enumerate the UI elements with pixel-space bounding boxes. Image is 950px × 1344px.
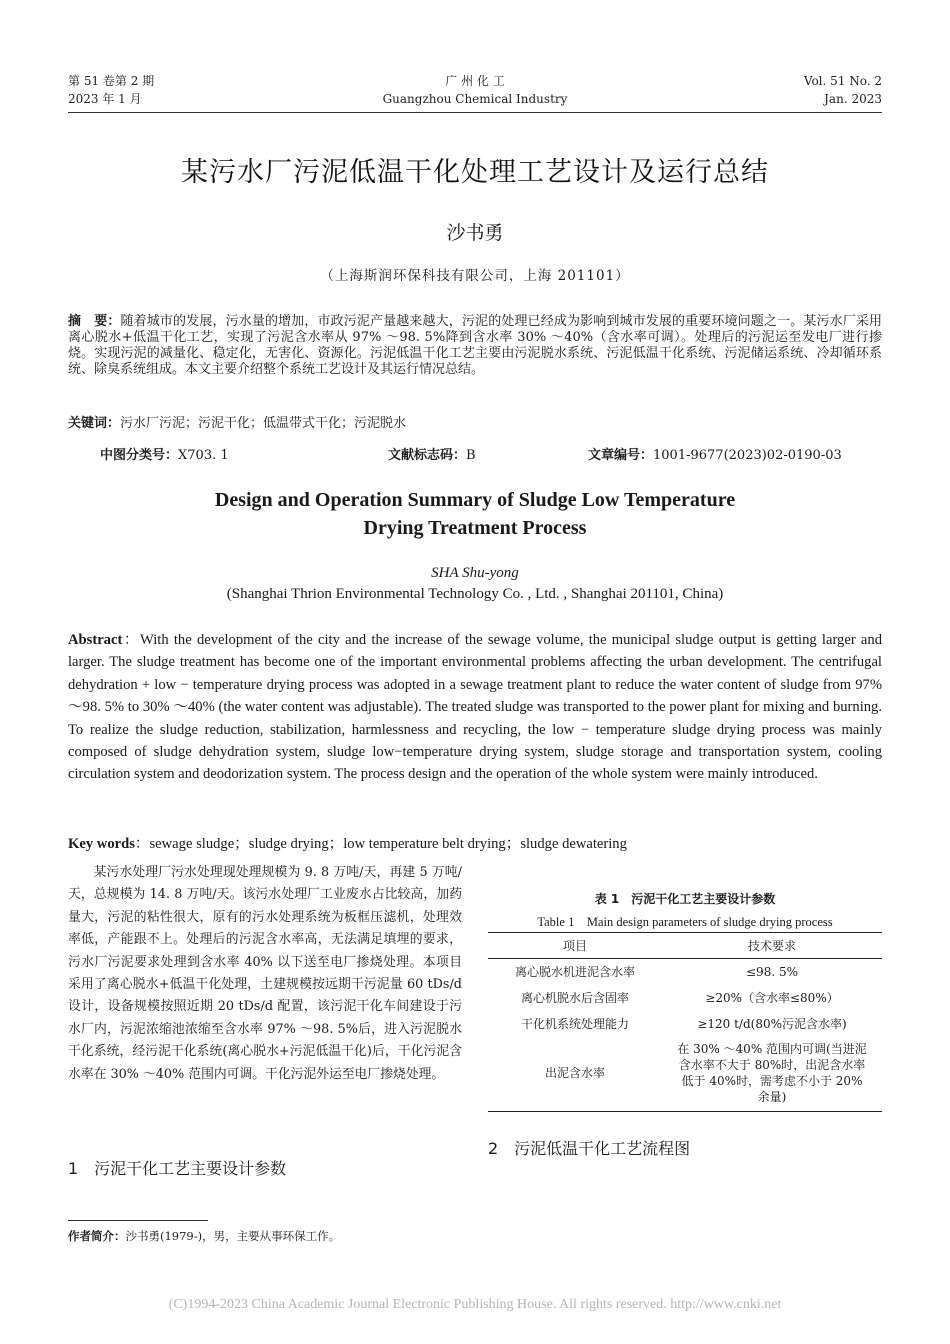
table-row xyxy=(488,985,882,1011)
keywords-en-label: Key words xyxy=(68,836,135,852)
paper-title-en-line1: Design and Operation Summary of Sludge Low Temperature xyxy=(214,489,736,511)
author-cn: 沙书勇 xyxy=(446,222,504,244)
footnote-label: 作者简介： xyxy=(68,1229,126,1243)
keywords-cn xyxy=(68,416,882,432)
keywords-en-text: ：sewage sludge；sludge drying；low temperature belt drying；sludge dewatering xyxy=(134,836,627,852)
keywords-en xyxy=(68,832,882,853)
table-row xyxy=(488,1011,882,1037)
abstract-cn-label: 摘 要： xyxy=(68,314,121,329)
body-paragraph: 某污水处理厂污水处理现处理规模为 9. 8 万吨/天，再建 5 万吨/天，总规模为 14. 8 万吨/天。该污水处理厂工业废水占比较高，加药量大，污泥的粘性很大，原有的污水处理系统为板框压滤机，处理效率低，产能跟不上。处理后的污泥含水率高，无法满足填埋的要求，污水厂污泥要求处理到含水率 40% 以下送至电厂掺烧处理。本项目采用了离心脱水+低温干化处理，土建规模按远期干污泥量 60 tDs/d 设计，设备规模按照近期 20 tDs/d 配置，该污泥干化车间建设于污水厂内，污泥浓缩池浓缩至含水率 97% ～98. 5%后，进入污泥脱水干化系统，经污泥干化系统(离心脱水+污泥低温干化)后，干化污泥含水率在 30% ～40% 范围内可调。干化污泥外运至电厂掺烧处理。 xyxy=(68,865,462,1082)
section-heading-2: 2 污泥低温干化工艺流程图 xyxy=(488,1139,691,1158)
volume-issue: 第 51 卷第 2 期 xyxy=(68,74,155,88)
table-header-item: 项目 xyxy=(488,933,662,959)
design-parameters-table xyxy=(488,932,882,1112)
issue-date-en: Jan. 2023 xyxy=(824,92,882,106)
paper-title-en xyxy=(60,486,890,542)
header-divider xyxy=(68,112,882,113)
abstract-en-label: Abstract xyxy=(68,632,123,648)
author-footnote xyxy=(68,1228,340,1244)
table-cell-requirement: ≤98. 5% xyxy=(746,965,798,979)
author-en: SHA Shu-yong xyxy=(431,565,519,581)
article-number: 文章编号：1001-9677(2023)02-0190-03 xyxy=(588,448,842,463)
journal-issue-info xyxy=(68,72,154,108)
affiliation-cn: （上海斯润环保科技有限公司，上海 201101） xyxy=(320,268,630,284)
table-cell-requirement: ≥120 t/d(80%污泥含水率) xyxy=(697,1017,847,1031)
copyright-footer: (C)1994-2023 China Academic Journal Electronic Publishing House. All rights reserved. http://www.cnki.net xyxy=(168,1297,782,1312)
journal-name-cn: 广 州 化 工 xyxy=(445,74,505,88)
keywords-cn-text: 污水厂污泥；污泥干化；低温带式干化；污泥脱水 xyxy=(120,416,407,431)
footnote-text: 沙书勇(1979-)，男，主要从事环保工作。 xyxy=(125,1229,341,1243)
table-caption-cn: 表 1 污泥干化工艺主要设计参数 xyxy=(594,892,776,906)
abstract-cn-text: 随着城市的发展，污水量的增加，市政污泥产量越来越大，污泥的处理已经成为影响到城市发展的重要环境问题之一。某污水厂采用离心脱水+低温干化工艺，实现了污泥含水率从 97% ～98. 5%降到含水率 30% ～40%（含水率可调）。处理后的污泥运至发电厂进行掺烧。实现污泥的减量化、稳定化，无害化、资源化。污泥低温干化工艺主要由污泥脱水系统、污泥低温干化系统、污泥储运系统、冷却循环系统、除臭系统组成。本文主要介绍整个系统工艺设计及其运行情况总结。 xyxy=(68,314,882,377)
document-code: 文献标志码：B xyxy=(388,448,476,463)
paper-title-cn: 某污水厂污泥低温干化处理工艺设计及运行总结 xyxy=(181,157,769,188)
table-caption-en: Table 1 Main design parameters of sludge drying process xyxy=(537,915,833,929)
section-heading-1: 1 污泥干化工艺主要设计参数 xyxy=(68,1159,287,1178)
table-row xyxy=(488,959,882,986)
table-header-requirement: 技术要求 xyxy=(662,933,882,959)
table-cell-item: 干化机系统处理能力 xyxy=(520,1017,629,1031)
journal-issue-info-en xyxy=(804,72,882,108)
table-cell-item: 离心脱水机进泥含水率 xyxy=(514,965,635,979)
table-cell-item: 出泥含水率 xyxy=(488,1037,662,1112)
journal-name xyxy=(300,72,650,108)
journal-name-en: Guangzhou Chemical Industry xyxy=(382,92,568,106)
clc-number: 中图分类号：X703. 1 xyxy=(100,448,229,463)
table-cell-requirement: ≥20%（含水率≤80%） xyxy=(705,991,839,1005)
keywords-cn-label: 关键词： xyxy=(68,416,121,431)
affiliation-en: (Shanghai Thrion Environmental Technology Co. , Ltd. , Shanghai 201101, China) xyxy=(226,586,724,602)
abstract-en-text: ：With the development of the city and the increase of the sewage volume, the municipal sludge output is getting larger and larger. The sludge treatment has become one of the important environmental problems affecting the urban development. The centrifugal dehydration + low − temperature drying process was adopted in a sewage treatment plant to reduce the water content of sludge from 97% ～98. 5% to 30% ～40% (the water content was adjustable). The treated sludge was transported to the power plant for mixing and burning. To realize the sludge reduction, stabilization, harmlessness and recycling, the low − temperature sludge drying process was mainly composed of sludge dehydration system, sludge low−temperature drying system, sludge storage and transportation system, cooling circulation system and deodorization system. The process design and the operation of the whole system were mainly introduced. xyxy=(68,632,882,783)
paper-title-en-line2: Drying Treatment Process xyxy=(363,517,587,539)
volume-issue-en: Vol. 51 No. 2 xyxy=(803,74,882,88)
abstract-en xyxy=(68,629,882,786)
table-header-row xyxy=(488,933,882,959)
table-row xyxy=(488,1037,882,1112)
abstract-cn xyxy=(68,314,882,378)
table-cell-requirement: 在 30% ～40% 范围内可调(当进泥含水率不大于 80%时，出泥含水率低于 40%时，需考虑不小于 20%余量) xyxy=(662,1037,882,1112)
footnote-divider xyxy=(68,1220,208,1221)
table-cell-item: 离心机脱水后含固率 xyxy=(520,991,629,1005)
issue-date: 2023 年 1 月 xyxy=(68,92,142,106)
